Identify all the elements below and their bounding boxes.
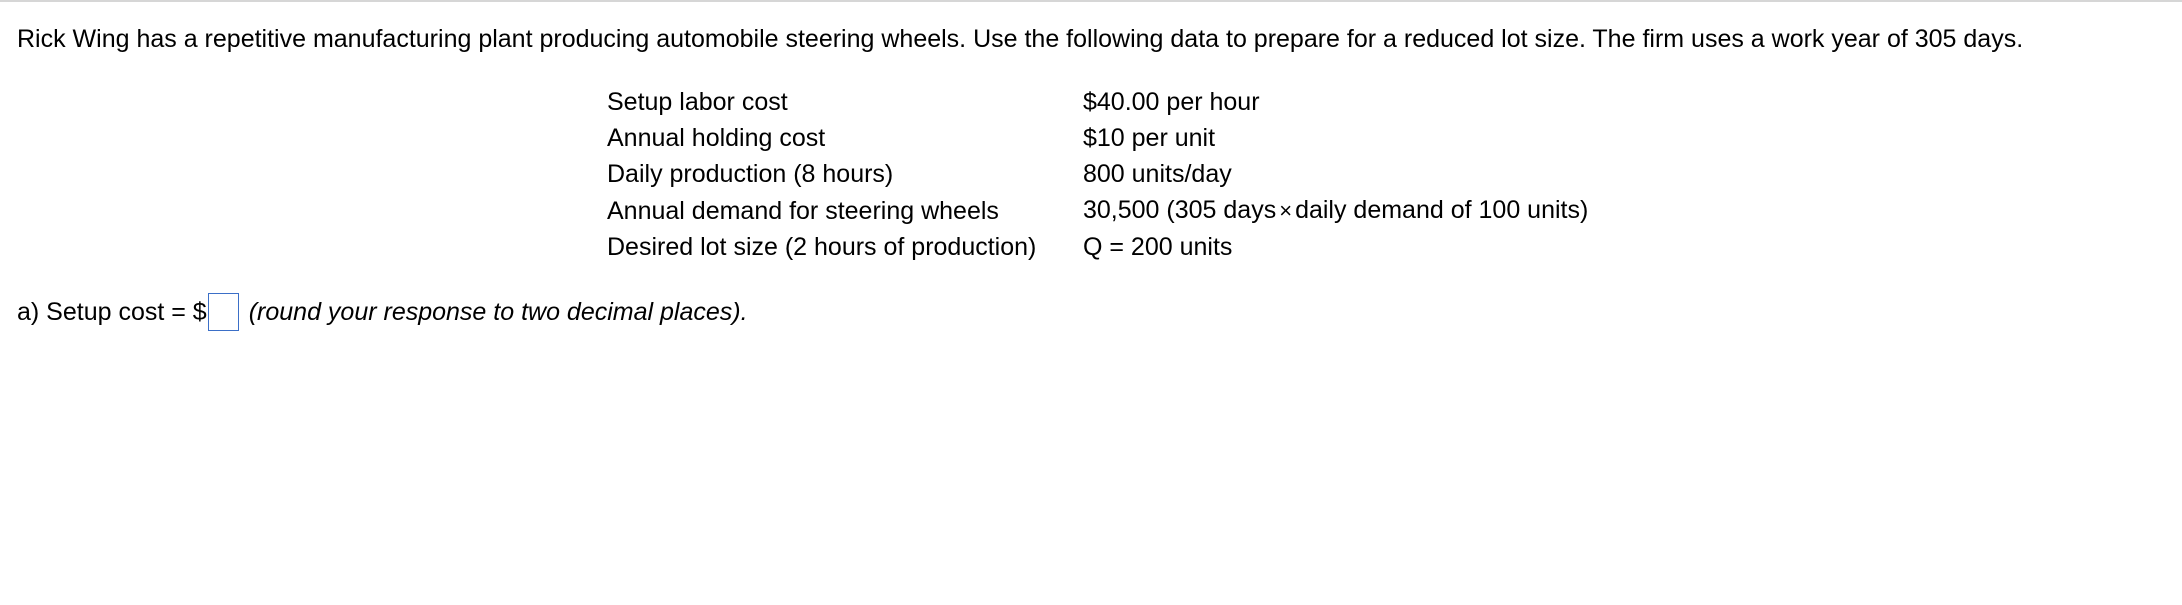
problem-statement: Rick Wing has a repetitive manufacturing plant producing automobile steering wheels. Use the following data to prepare for a reduced lot size. The firm uses a work year of 305 days.: [17, 25, 2024, 53]
row-value-annual-holding-cost: $10 per unit: [1083, 124, 1216, 152]
question-a: [17, 292, 748, 332]
rounding-hint: (round your response to two decimal places).: [248, 297, 748, 326]
row-value-daily-production: 800 units/day: [1083, 160, 1232, 188]
row-label-desired-lot-size: Desired lot size (2 hours of production): [607, 233, 1037, 261]
table-row: [607, 229, 1588, 265]
row-value-desired-lot-size: Q = 200 units: [1083, 233, 1233, 261]
setup-cost-label: a) Setup cost = $: [17, 297, 207, 326]
annual-demand-suffix: daily demand of 100 units): [1295, 196, 1589, 224]
problem-data-table: [607, 84, 1588, 265]
row-label-daily-production: Daily production (8 hours): [607, 160, 894, 188]
annual-demand-prefix: 30,500 (305 days: [1083, 196, 1277, 224]
setup-cost-input[interactable]: [208, 293, 239, 331]
row-value-setup-labor-cost: $40.00 per hour: [1083, 88, 1260, 116]
row-label-annual-holding-cost: Annual holding cost: [607, 124, 826, 152]
top-divider: [0, 0, 2182, 2]
table-row: [607, 84, 1588, 120]
row-label-annual-demand: Annual demand for steering wheels: [607, 196, 999, 225]
multiply-symbol: ×: [1279, 198, 1293, 223]
row-value-annual-demand: [1083, 192, 1588, 229]
row-label-setup-labor-cost: Setup labor cost: [607, 88, 788, 116]
table-row: [607, 120, 1588, 156]
table-row: [607, 192, 1588, 229]
table-row: [607, 156, 1588, 192]
